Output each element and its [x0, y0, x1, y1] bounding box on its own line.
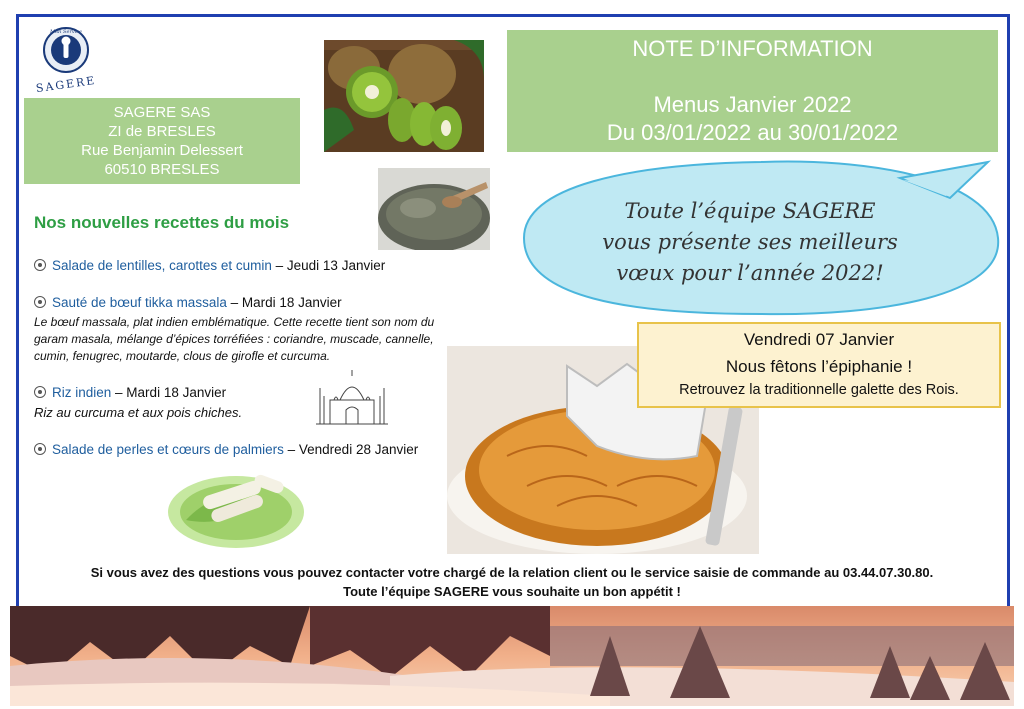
- note-title: NOTE D’INFORMATION: [632, 36, 873, 61]
- recipe-desc-line: cumin, fenugrec, moutarde, clous de girofle et curcuma.: [34, 349, 331, 363]
- epiphany-headline: Nous fêtons l’épiphanie !: [725, 357, 913, 376]
- winter-landscape-banner: [10, 606, 1014, 706]
- company-address-box: [24, 98, 300, 184]
- address-line-2: Rue Benjamin Delessert: [81, 142, 243, 159]
- palm-hearts-photo: [166, 468, 306, 550]
- note-dates: Du 03/01/2022 au 30/01/2022: [606, 120, 899, 145]
- recipe-name: Sauté de bœuf tikka massala: [52, 295, 227, 310]
- logo-name: SAGERE: [35, 73, 97, 96]
- logo-tagline: Midi Service: [49, 29, 83, 35]
- recipe-description: [34, 404, 484, 421]
- address-line-1: ZI de BRESLES: [108, 123, 216, 140]
- company-name: SAGERE SAS: [113, 104, 211, 121]
- recipe-item: [34, 295, 342, 310]
- recipes-section-title: Nos nouvelles recettes du mois: [34, 213, 290, 232]
- contact-line-1: Si vous avez des questions vous pouvez contacter votre chargé de la relation client ou le service saisie de commande au 03.44.07.30.80.: [90, 565, 934, 580]
- kiwi-photo: [324, 40, 484, 152]
- bullet-icon: [34, 259, 46, 271]
- greeting-line-1: Toute l’équipe SAGERE: [624, 199, 876, 223]
- contact-info: [20, 563, 1004, 601]
- note-menus: Menus Janvier 2022: [653, 92, 852, 117]
- recipe-description: [34, 314, 484, 365]
- recipe-desc-line: Le bœuf massala, plat indien emblématique. Cette recette tient son nom du: [34, 315, 435, 329]
- recipe-name: Riz indien: [52, 385, 112, 400]
- bullet-icon: [34, 386, 46, 398]
- bullet-icon: [34, 296, 46, 308]
- recipe-date: – Mardi 18 Janvier: [115, 385, 227, 400]
- greeting-text: [540, 196, 960, 289]
- greeting-line-2: vous présente ses meilleurs: [602, 230, 898, 254]
- epiphany-text: Retrouvez la traditionnelle galette des Rois.: [679, 382, 959, 398]
- recipe-item: [34, 258, 385, 273]
- sagere-logo: [30, 24, 106, 96]
- information-note-box: [507, 30, 998, 152]
- recipe-desc-line: garam masala, mélange d’épices torréfiées : coriandre, muscade, cannelle,: [34, 332, 434, 346]
- recipe-desc-line: Riz au curcuma et aux pois chiches.: [34, 405, 243, 420]
- epiphany-date: Vendredi 07 Janvier: [743, 330, 895, 349]
- recipe-item: [34, 385, 226, 400]
- bullet-icon: [34, 443, 46, 455]
- epiphany-box: [637, 322, 1001, 408]
- recipe-name: Salade de perles et cœurs de palmiers: [52, 442, 284, 457]
- recipe-name: Salade de lentilles, carottes et cumin: [52, 258, 272, 273]
- taj-mahal-icon: [312, 366, 392, 430]
- greeting-line-3: vœux pour l’année 2022!: [616, 261, 884, 285]
- recipe-item: [34, 442, 418, 457]
- recipe-date: – Vendredi 28 Janvier: [287, 442, 419, 457]
- recipe-date: – Mardi 18 Janvier: [230, 295, 342, 310]
- lentils-photo: [378, 168, 490, 250]
- recipe-date: – Jeudi 13 Janvier: [275, 258, 386, 273]
- contact-line-2: Toute l’équipe SAGERE vous souhaite un bon appétit !: [343, 584, 681, 599]
- address-line-3: 60510 BRESLES: [104, 161, 220, 178]
